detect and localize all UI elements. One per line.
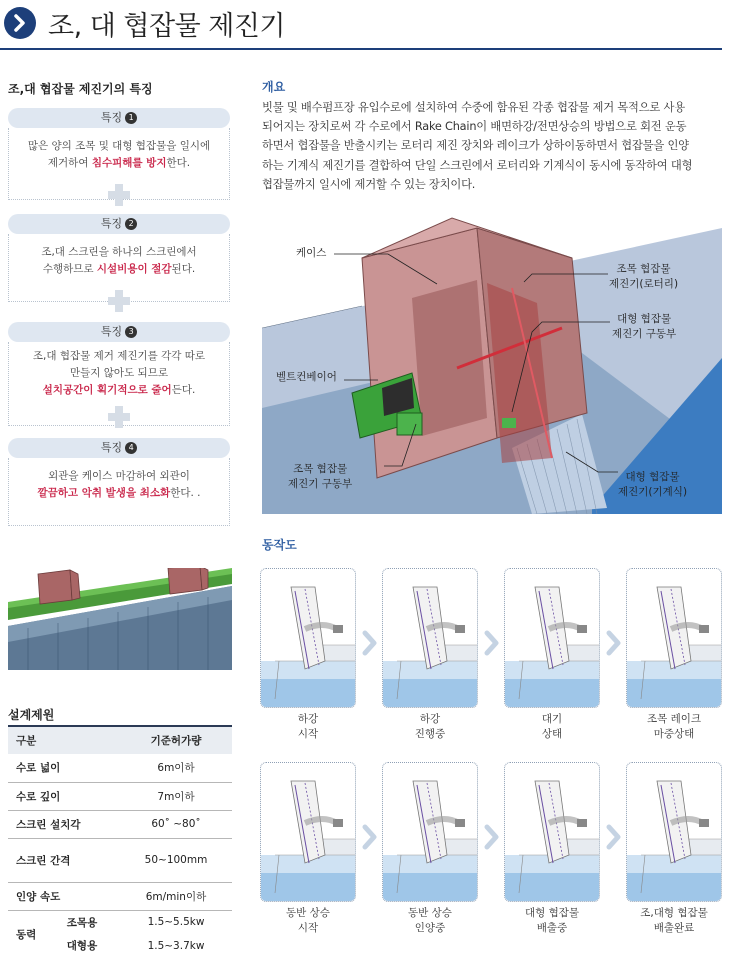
- step-caption: 동반 상승 시작: [286, 907, 330, 934]
- step-illustration: [260, 762, 356, 902]
- chevron-right-icon: [483, 630, 501, 656]
- label-belt-conveyor: 벨트컨베이어: [276, 371, 337, 383]
- label-case: 케이스: [296, 247, 327, 259]
- step-illustration: [626, 762, 722, 902]
- spec-table: [8, 725, 232, 958]
- feature-card-2: [8, 214, 230, 302]
- leader-line: [522, 268, 612, 288]
- features-title: 조,대 협잡물 제진기의 특징: [8, 82, 153, 96]
- operation-step-3: [504, 568, 600, 742]
- operation-step-6: [382, 762, 478, 936]
- step-illustration: [382, 568, 478, 708]
- step-illustration: [382, 762, 478, 902]
- step-illustration: [626, 568, 722, 708]
- table-row: 스크린 간격 50~100mm: [8, 838, 232, 882]
- table-row: 수로 넓이 6m이하: [8, 754, 232, 782]
- number-badge: 4: [125, 442, 137, 454]
- feature-pill: 특징 4: [8, 438, 230, 458]
- header-divider: [0, 48, 722, 50]
- table-row: 인양 속도 6m/min이하: [8, 882, 232, 910]
- leader-line: [382, 420, 422, 470]
- leader-line: [332, 248, 442, 288]
- operation-step-2: [382, 568, 478, 742]
- leader-line: [562, 448, 622, 478]
- label-fine-drive: 조목 협잡물 제진기 구동부: [288, 463, 353, 490]
- label-mechanical: 대형 협잡물 제진기(기계식): [618, 471, 688, 498]
- installation-illustration: [8, 566, 232, 670]
- chevron-right-icon: [605, 630, 623, 656]
- table-row: 수로 깊이 7m이하: [8, 782, 232, 810]
- column-header: 구분: [8, 726, 120, 754]
- leader-line: [342, 374, 382, 386]
- feature-pill: 특징 2: [8, 214, 230, 234]
- chevron-right-icon: [361, 630, 379, 656]
- label-rotary: 조목 협잡물 제진기(로터리): [609, 263, 679, 290]
- step-caption: 조,대형 협잡물 배출완료: [640, 907, 708, 934]
- table-row: 스크린 설치각 60˚ ~80˚: [8, 810, 232, 838]
- feature-body: 많은 양의 조목 및 대형 협잡물을 일시에 제거하여 침수피해를 방지한다.: [8, 128, 230, 200]
- operation-step-5: [260, 762, 356, 936]
- feature-pill: 특징 1: [8, 108, 230, 128]
- operation-step-4: [626, 568, 722, 742]
- operation-step-7: [504, 762, 600, 936]
- plus-icon: [108, 184, 130, 206]
- step-illustration: [504, 568, 600, 708]
- table-header-row: [8, 726, 232, 754]
- equipment-diagram: [262, 208, 722, 514]
- chevron-right-icon: [4, 7, 36, 39]
- number-badge: 1: [125, 112, 137, 124]
- feature-pill: 특징 3: [8, 322, 230, 342]
- plus-icon: [108, 290, 130, 312]
- feature-body: 조,대 스크린을 하나의 스크린에서 수행하므로 시설비용이 절감된다.: [8, 234, 230, 302]
- chevron-right-icon: [361, 824, 379, 850]
- chevron-right-icon: [483, 824, 501, 850]
- step-caption: 동반 상승 인양중: [408, 907, 452, 934]
- table-row: 동력 조목용 1.5~5.5kw: [8, 910, 232, 934]
- feature-card-4: [8, 438, 230, 526]
- step-caption: 하강 시작: [297, 713, 319, 740]
- operation-step-8: [626, 762, 722, 936]
- operation-title: 동작도: [262, 538, 297, 552]
- step-caption: 대기 상태: [541, 713, 563, 740]
- feature-body: 조,대 협잡물 제거 제진기를 각각 따로 만들지 않아도 되므로 설치공간이 획기적으로 줄어든다.: [8, 342, 230, 426]
- page-title: 조, 대 협잡물 제진기: [48, 11, 285, 42]
- feature-body: 외관을 케이스 마감하여 외관이 깔끔하고 악취 발생을 최소화한다. .: [8, 458, 230, 526]
- number-badge: 3: [125, 326, 137, 338]
- step-illustration: [260, 568, 356, 708]
- table-row: 대형용 1.5~3.7kw: [8, 934, 232, 958]
- plus-icon: [108, 406, 130, 428]
- number-badge: 2: [125, 218, 137, 230]
- label-large-drive: 대형 협잡물 제진기 구동부: [612, 313, 677, 340]
- step-caption: 하강 진행중: [414, 713, 446, 740]
- step-illustration: [504, 762, 600, 902]
- leader-line: [502, 316, 614, 416]
- step-caption: 대형 협잡물 배출중: [524, 907, 580, 934]
- page-header: [0, 0, 730, 50]
- overview-text: 빗물 및 배수펌프장 유입수로에 설치하여 수중에 함유된 각종 협잡물 제거 목적으로 사용 되어지는 장치로써 각 수로에서 Rake Chain이 배면하강/전면상승의 방법으로 회전 운동 하면서 협잡물을 반출시키는 로터리 제진 장치와 레이크가 상하이동하면서 협잡물을 인양 하는 기계식 제진기를 결합하여 단일 스크린에서 로터리와 기계식이 동시에 동작하여 대형 협잡물까지 일시에 제거할 수 있는 장치이다.: [262, 101, 693, 191]
- operation-step-1: [260, 568, 356, 742]
- overview-title: 개요: [262, 80, 286, 94]
- column-header: 기준허가량: [120, 726, 232, 754]
- spec-title: 설계제원: [8, 708, 55, 722]
- step-caption: 조목 레이크 마중상태: [646, 713, 702, 740]
- chevron-right-icon: [605, 824, 623, 850]
